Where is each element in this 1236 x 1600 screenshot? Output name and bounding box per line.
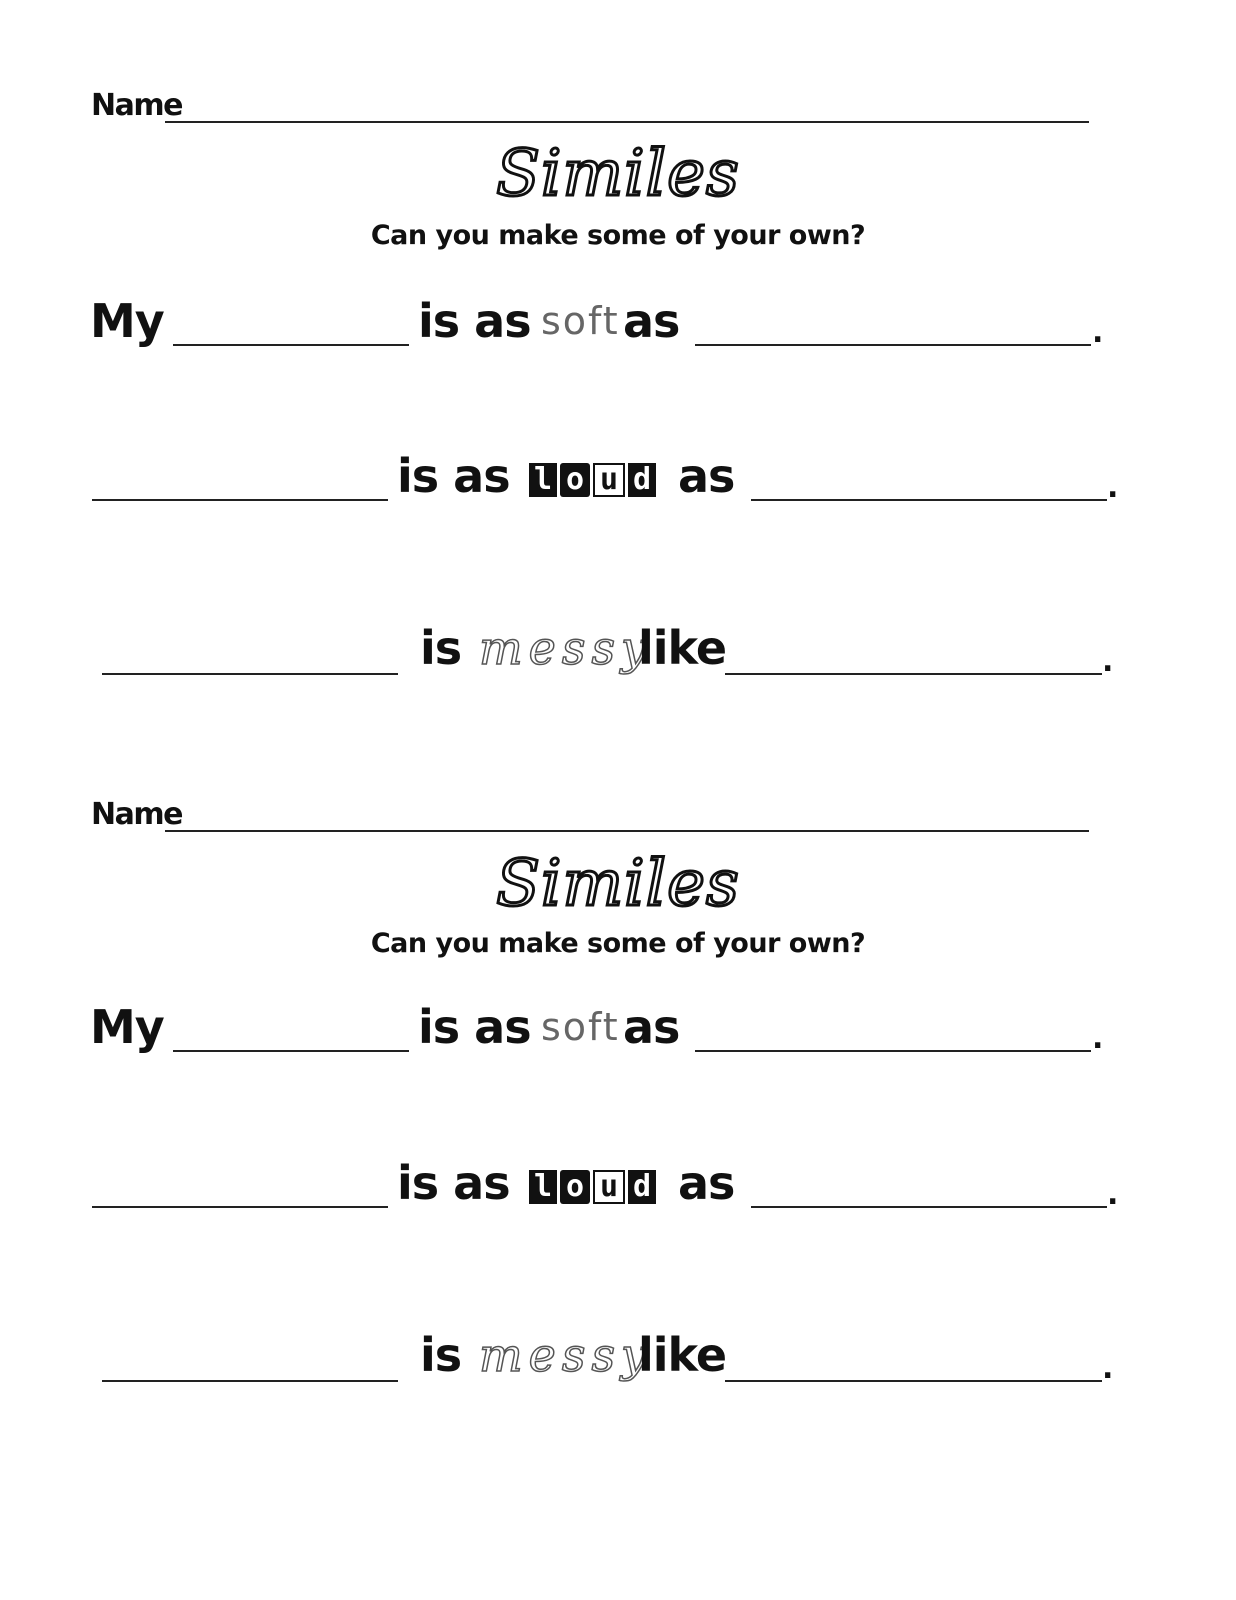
line1-my-text: My (90, 1000, 164, 1054)
loud-word (529, 463, 656, 497)
loud-letter-u: u (593, 1170, 625, 1204)
worksheet-title: Similes (496, 847, 740, 921)
line3-like-text: like (638, 621, 727, 675)
line2-period: . (1107, 470, 1119, 505)
loud-word (529, 1170, 656, 1204)
line3-blank-1[interactable] (102, 1380, 398, 1382)
line1-is-as-text: is as (418, 294, 531, 348)
line2-blank-1[interactable] (92, 1206, 388, 1208)
loud-letter-d: d (628, 463, 656, 497)
line1-my-text: My (90, 294, 164, 348)
loud-letter-d: d (628, 1170, 656, 1204)
worksheet-title: Similes (496, 137, 740, 211)
name-label: Name (91, 88, 182, 123)
loud-letter-l: l (529, 1170, 557, 1204)
line1-blank-1[interactable] (173, 1050, 409, 1052)
line1-as-text: as (623, 294, 680, 348)
line2-as-text: as (678, 449, 735, 503)
name-label: Name (91, 797, 182, 832)
soft-word: soft (541, 299, 620, 343)
line3-blank-2[interactable] (725, 673, 1102, 675)
line2-period: . (1107, 1177, 1119, 1212)
messy-word: messy (479, 621, 654, 675)
worksheet-top (0, 0, 1236, 720)
soft-word: soft (541, 1005, 620, 1049)
line3-like-text: like (638, 1328, 727, 1382)
line1-period: . (1092, 315, 1104, 350)
line2-is-as-text: is as (397, 449, 510, 503)
name-blank-line[interactable] (165, 830, 1089, 832)
line1-period: . (1092, 1021, 1104, 1056)
line2-blank-2[interactable] (751, 1206, 1107, 1208)
line3-is-text: is (420, 621, 462, 675)
loud-letter-l: l (529, 463, 557, 497)
worksheet-subtitle: Can you make some of your own? (370, 928, 866, 959)
messy-word: messy (479, 1328, 654, 1382)
line1-blank-2[interactable] (695, 1050, 1091, 1052)
line3-blank-1[interactable] (102, 673, 398, 675)
line3-blank-2[interactable] (725, 1380, 1102, 1382)
loud-letter-o: o (560, 463, 590, 497)
line2-as-text: as (678, 1156, 735, 1210)
line3-is-text: is (420, 1328, 462, 1382)
loud-letter-o: o (560, 1170, 590, 1204)
line1-blank-2[interactable] (695, 344, 1091, 346)
line2-is-as-text: is as (397, 1156, 510, 1210)
name-blank-line[interactable] (165, 121, 1089, 123)
line1-is-as-text: is as (418, 1000, 531, 1054)
worksheet-subtitle: Can you make some of your own? (370, 220, 866, 251)
line2-blank-2[interactable] (751, 499, 1107, 501)
line3-period: . (1102, 1351, 1114, 1386)
worksheet-bottom (0, 722, 1236, 1442)
line1-as-text: as (623, 1000, 680, 1054)
line2-blank-1[interactable] (92, 499, 388, 501)
line1-blank-1[interactable] (173, 344, 409, 346)
line3-period: . (1102, 644, 1114, 679)
loud-letter-u: u (593, 463, 625, 497)
